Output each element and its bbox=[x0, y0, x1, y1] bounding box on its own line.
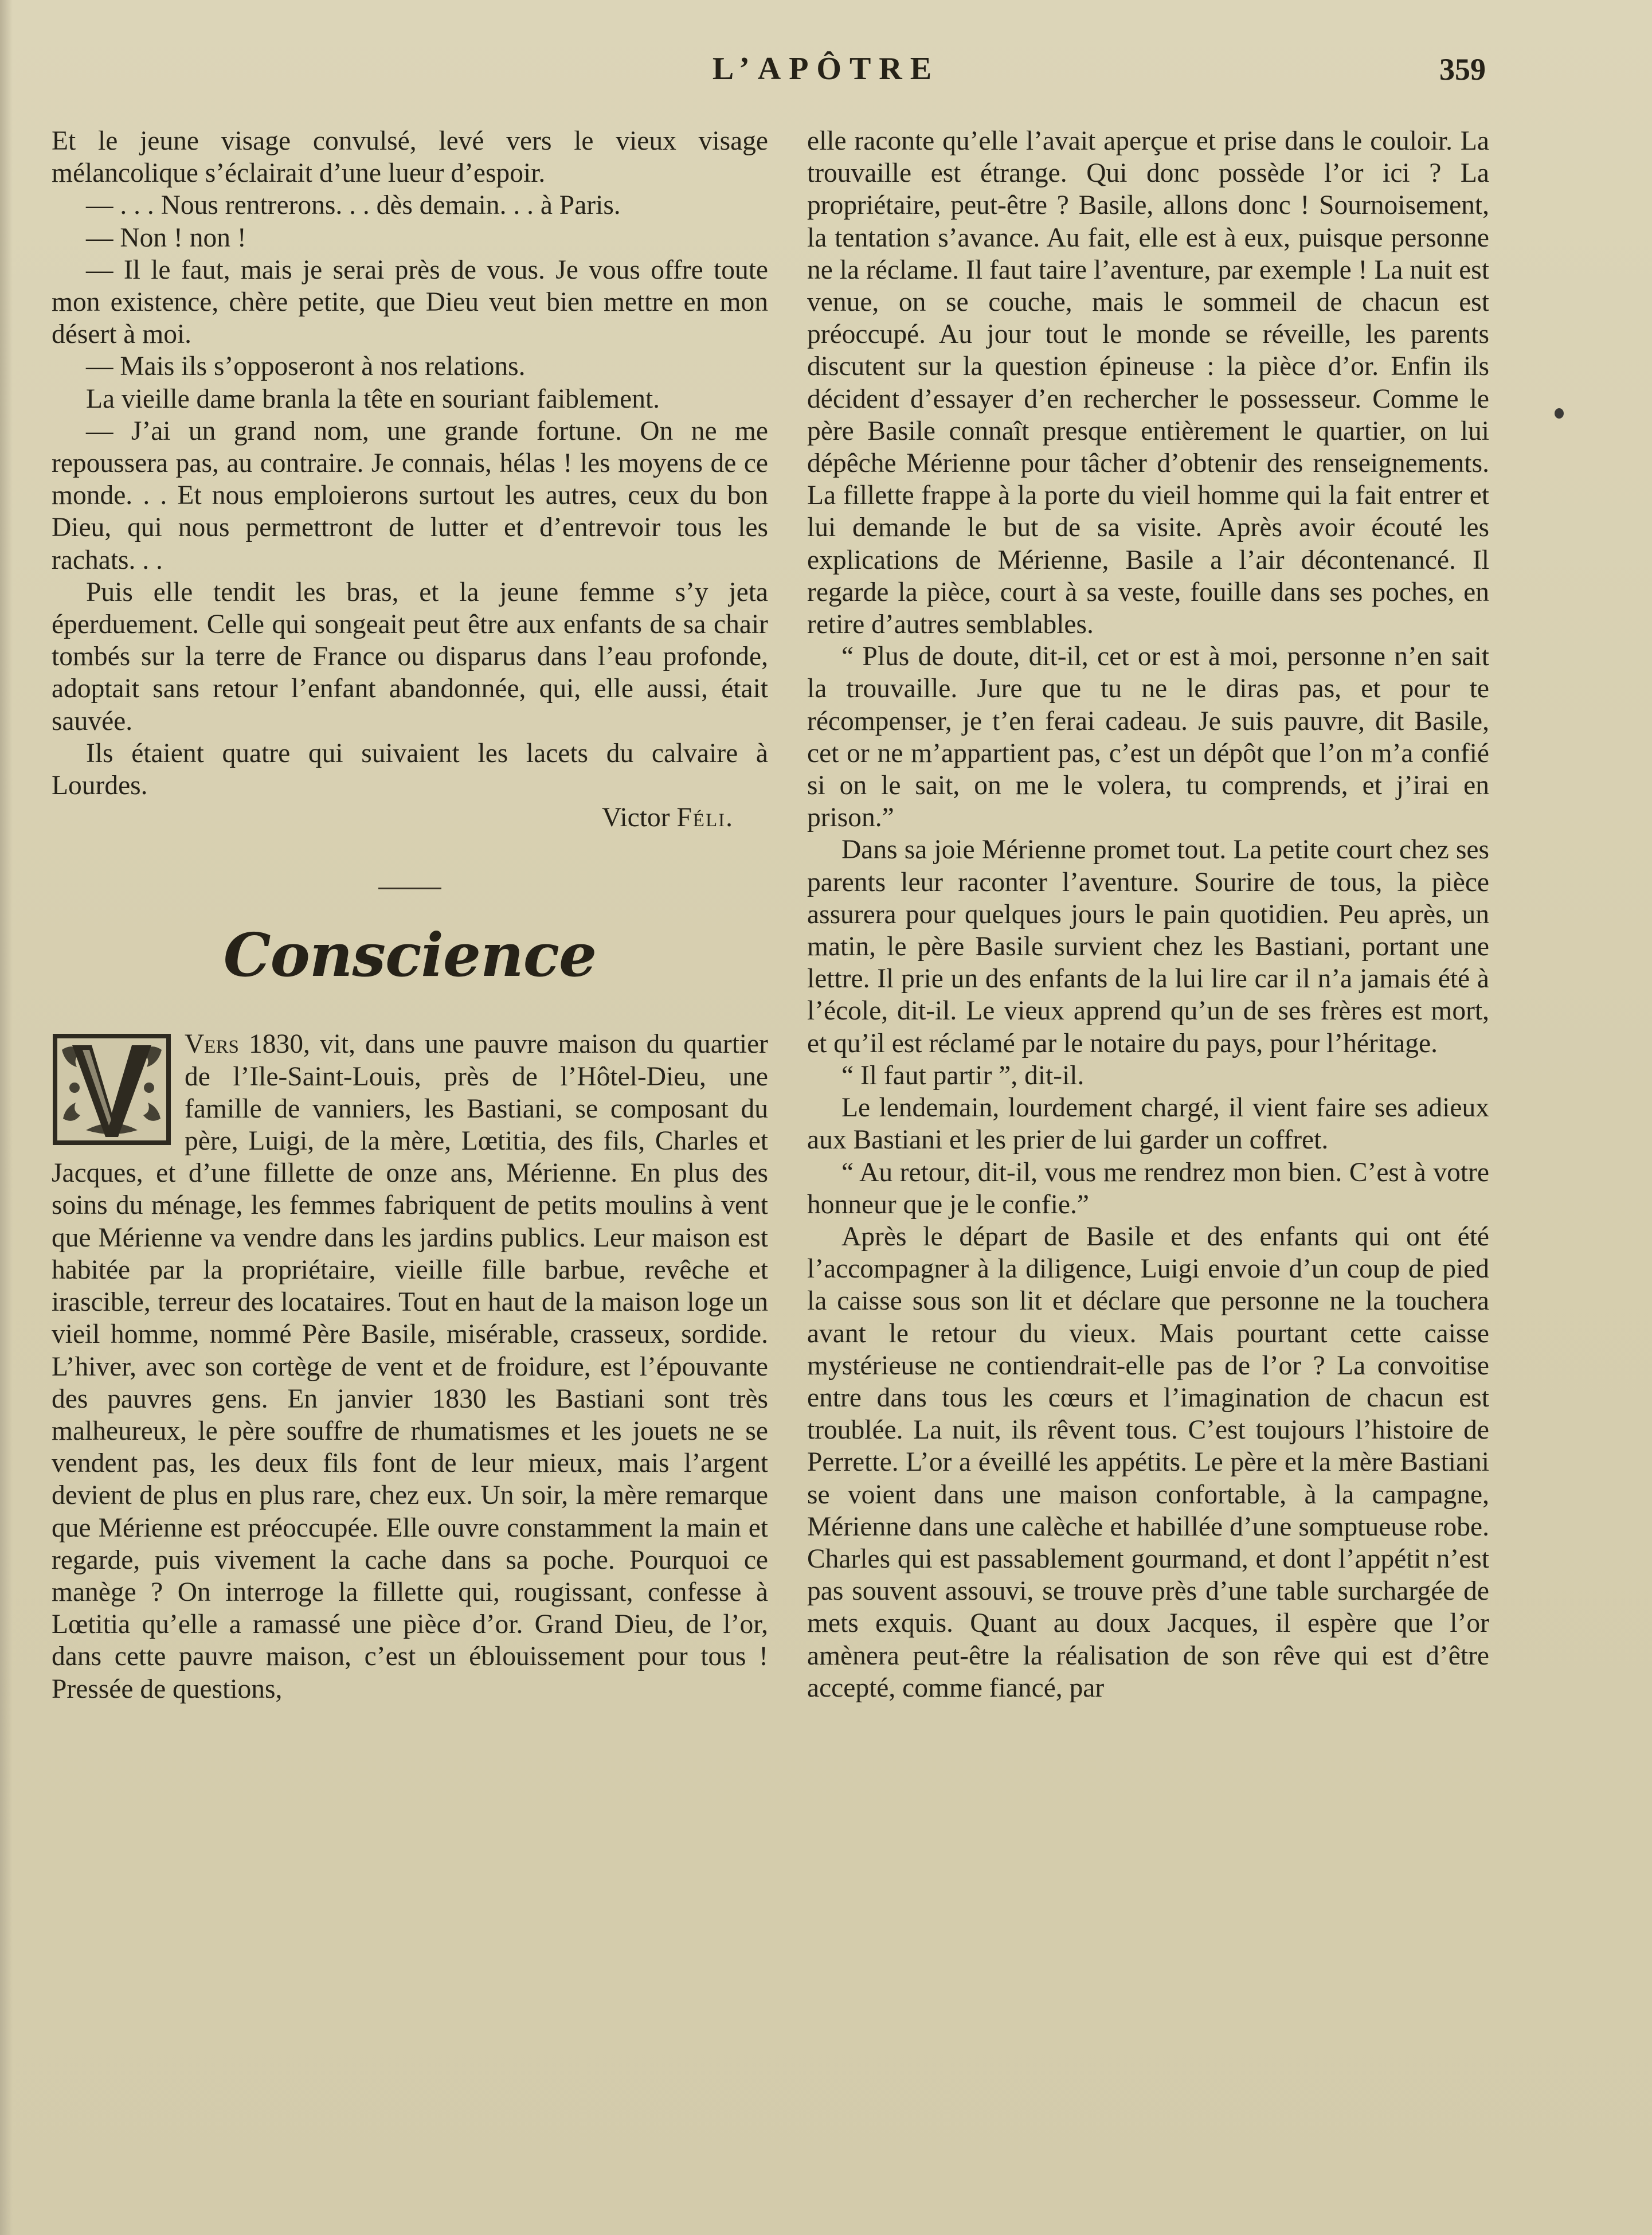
paragraph: Dans sa joie Mérienne promet tout. La petite court chez ses parents leur raconter l’aventure. Sourire de tous, la pièce assurera pour quelques jours le pain quotidien. Peu après, un matin, le père Basile survient chez les Bastiani, portant une lettre. Il prie un des enfants de la lui lire car il n’a jamais été à l’école, dit-il. Le vieux apprend qu’un de ses frères est mort, et qu’il est réclamé par le notaire du pays, pour l’héritage. bbox=[807, 835, 1489, 1058]
paragraph: — Il le faut, mais je serai près de vous. Je vous offre toute mon existence, chère petite, que Dieu veut bien mettre en mon désert à moi. bbox=[52, 255, 768, 350]
paragraph: — Non ! non ! bbox=[86, 222, 246, 253]
journal-title: L’APÔTRE bbox=[712, 51, 940, 87]
section-title: Conscience bbox=[223, 920, 597, 991]
paragraph: “ Plus de doute, dit-il, cet or est à moi, personne n’en sait la trouvaille. Jure que tu ne le diras pas, et pour te récompenser, je t’en ferai cadeau. Je suis pauvre, dit Basile, cet or ne m’appartient pas, c’est un dépôt que l’on m’a confié si on le sait, on me le volera, tu comprends, et j’irai en prison.” bbox=[807, 642, 1489, 833]
ink-speck bbox=[1555, 408, 1564, 419]
paragraph: “ Au retour, dit-il, vous me rendrez mon bien. C’est à votre honneur que je le confie.” bbox=[807, 1157, 1489, 1220]
author-first-name: Victor bbox=[602, 803, 670, 833]
left-column bbox=[52, 125, 768, 1705]
right-column bbox=[807, 125, 1489, 1704]
paragraph: Puis elle tendit les bras, et la jeune femme s’y jeta éperduement. Celle qui songeait peut être aux enfants de sa chair tombés sur la terre de France ou disparus dans l’eau profonde, adoptait sans retour l’enfant abandonnée, qui, elle aussi, était sauvée. bbox=[52, 577, 768, 736]
paragraph: — Mais ils s’opposeront à nos relations. bbox=[86, 351, 526, 382]
paragraph: La vieille dame branla la tête en souriant faiblement. bbox=[86, 384, 660, 414]
paragraph: elle raconte qu’elle l’avait aperçue et prise dans le couloir. La trouvaille est étrange. Qui donc possède l’or ici ? La propriétaire, peut-être ? Basile, allons donc ! Sournoisement, la tentation s’avance. Au fait, elle est à eux, puisque personne ne la réclame. Il faut taire l’aventure, par exemple ! La nuit est venue, on se couche, mais le sommeil de chacun est préoccupé. Au jour tout le monde se réveille, les parents discutent sur la question épineuse : la pièce d’or. Enfin ils décident d’essayer d’en rechercher le possesseur. Comme le père Basile connaît presque entièrement le quartier, on lui dépêche Mérienne pour tâcher d’obtenir des renseignements. La fillette frappe à la porte du vieil homme qui la fait entrer et lui demande le but de sa visite. Après avoir écouté les explications de Mérienne, Basile a l’air décontenancé. Il regarde la pièce, court à sa veste, fouille dans ses poches, en retire d’autres semblables. bbox=[807, 126, 1489, 640]
story-first-word: Vers bbox=[185, 1029, 239, 1060]
author-last-name: Féli. bbox=[676, 803, 734, 833]
paragraph: Et le jeune visage convulsé, levé vers le vieux visage mélancolique s’éclairait d’une lueur d’espoir. bbox=[52, 126, 768, 189]
story-opening-paragraph bbox=[52, 1028, 768, 1705]
page-edge-shadow bbox=[0, 0, 13, 2235]
author-signature bbox=[52, 802, 768, 834]
paragraph: Le lendemain, lourdement chargé, il vient faire ses adieux aux Bastiani et les prier de lui garder un coffret. bbox=[807, 1093, 1489, 1155]
section-divider bbox=[378, 888, 441, 889]
story-first-paragraph-text: 1830, vit, dans une pauvre maison du quartier de l’Ile-Saint-Louis, près de l’Hôtel-Dieu, une famille de vanniers, les Bastiani, se composant du père, Luigi, de la mère, Lœtitia, des fils, Charles et Jacques, et d’une fillette de onze ans, Mérienne. En plus des soins du ménage, les femmes fabriquent de petits moulins à vent que Mérienne va vendre dans les jardins publics. Leur maison est habitée par la propriétaire, vieille fille barbue, revêche et irascible, terreur des locataires. Tout en haut de la maison loge un vieil homme, nommé Père Basile, misérable, crasseux, sordide. L’hiver, avec son cortège de vent et de froidure, est l’épouvante des pauvres gens. En janvier 1830 les Bastiani sont très malheureux, le père souffre de rhumatismes et les jouets ne se vendent pas, les deux fils font de leur mieux, mais l’argent devient de plus en plus rare, chez eux. Un soir, la mère remarque que Mérienne est préoccupée. Elle ouvre constamment la main et regarde, puis vivement la cache dans sa poche. Pourquoi ce manège ? On interroge la fillette qui, rougissant, confesse à Lœtitia qu’elle a ramassé une pièce d’or. Grand Dieu, de l’or, dans cette pauvre maison, c’est un éblouissement pour tous ! Pressée de questions, bbox=[52, 1029, 768, 1704]
ornamental-dropcap-v-icon bbox=[52, 1033, 172, 1146]
page-number: 359 bbox=[1439, 52, 1486, 87]
paragraph: — J’ai un grand nom, une grande fortune. On ne me repoussera pas, au contraire. Je connais, hélas ! les moyens de ce monde. . . Et nous emploierons surtout les autres, ceux du bon Dieu, qui nous permettront de lutter et d’entrevoir tous les rachats. . . bbox=[52, 416, 768, 575]
paragraph: Ils étaient quatre qui suivaient les lacets du calvaire à Lourdes. bbox=[52, 738, 768, 801]
paragraph: “ Il faut partir ”, dit-il. bbox=[841, 1060, 1085, 1091]
paragraph: Après le départ de Basile et des enfants qui ont été l’accompagner à la diligence, Luigi envoie d’un coup de pied la caisse sous son lit et déclare que personne ne la touchera avant le retour du vieux. Mais pourtant cette caisse mystérieuse ne contiendrait-elle pas de l’or ? La convoitise entre dans tous les cœurs et l’imagination de chacun est troublée. La nuit, ils rêvent tous. C’est toujours l’histoire de Perrette. L’or a éveillé les appétits. Le père et la mère Bastiani se voient dans une maison confortable, à la campagne, Mérienne dans une calèche et habillée d’une somptueuse robe. Charles qui est passablement gourmand, et dont l’appétit n’est pas souvent assouvi, se trouve près d’une table surchargée de mets exquis. Quant au doux Jacques, il espère que l’or amènera peut-être la réalisation de son rêve qui est d’être accepté, comme fiancé, par bbox=[807, 1221, 1489, 1703]
paragraph: — . . . Nous rentrerons. . . dès demain. . . à Paris. bbox=[86, 190, 621, 221]
